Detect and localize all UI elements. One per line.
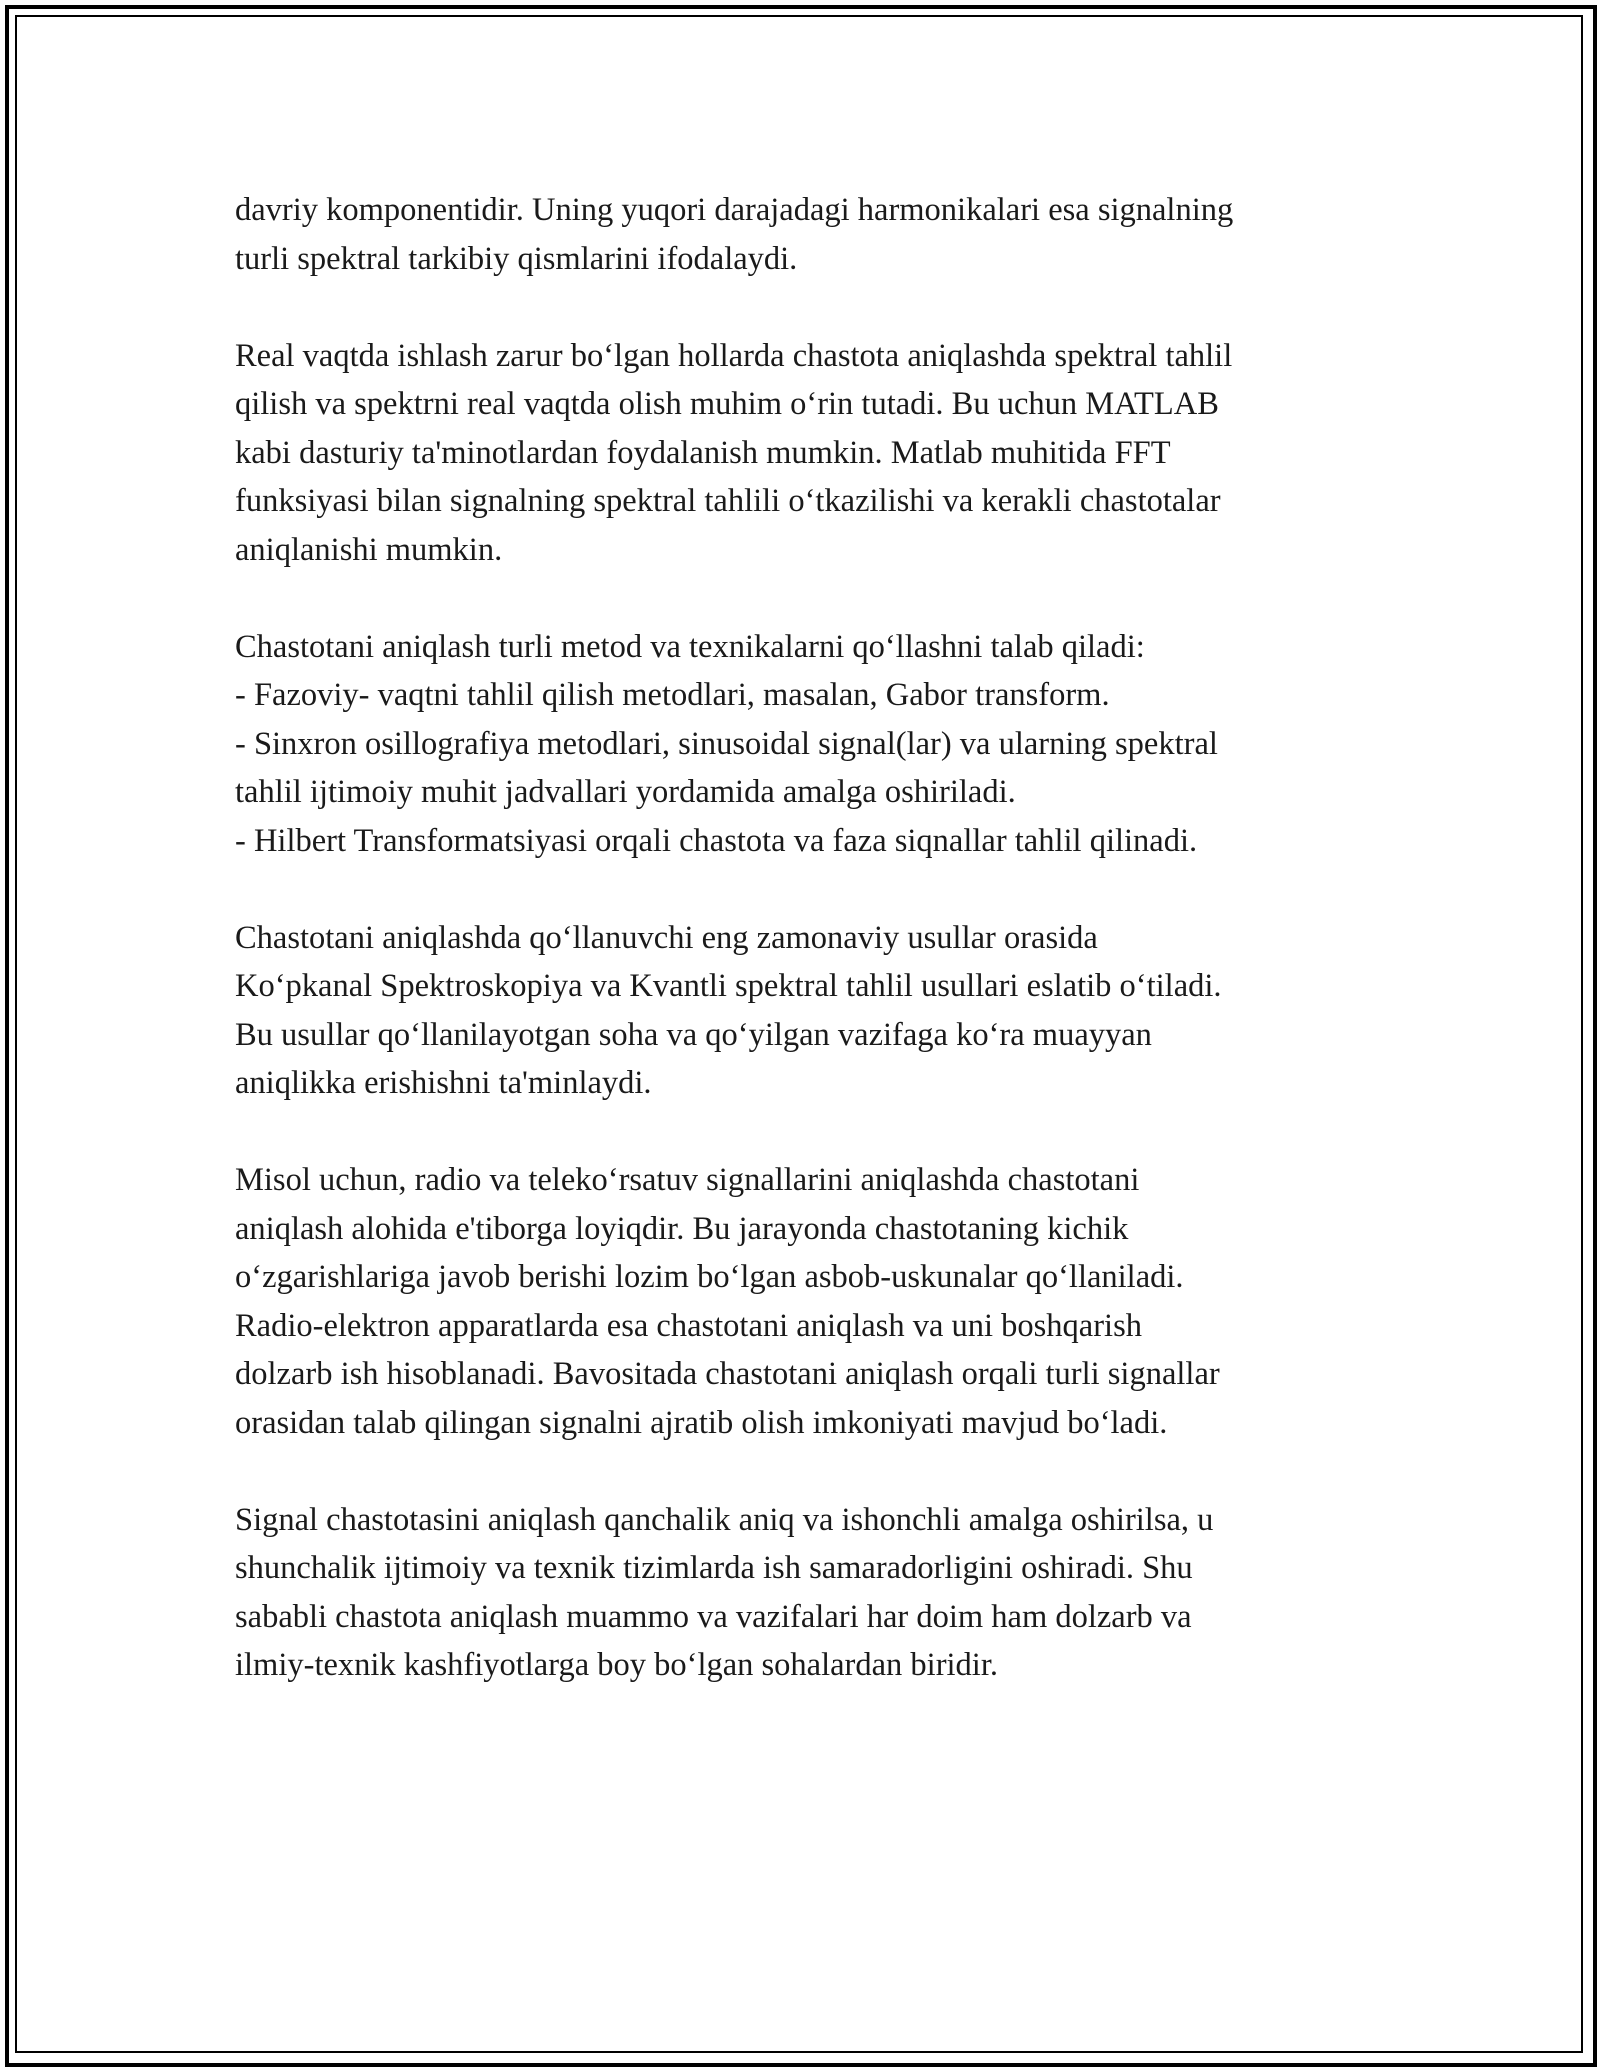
list-item-line: - Sinxron osillografiya metodlari, sinusoidal signal(lar) va ularning spektral	[235, 725, 1218, 762]
text-line: Chastotani aniqlashda qoʻllanuvchi eng zamonaviy usullar orasida	[235, 919, 1098, 956]
paragraph	[235, 1156, 1395, 1447]
paragraph	[235, 623, 1395, 866]
text-line: Real vaqtda ishlash zarur boʻlgan hollarda chastota aniqlashda spektral tahlil	[235, 337, 1233, 374]
paragraph	[235, 186, 1395, 283]
text-line: Bu usullar qoʻllanilayotgan soha va qoʻyilgan vazifaga koʻra muayyan	[235, 1016, 1152, 1053]
document-body	[235, 186, 1395, 1690]
text-line: Radio-elektron apparatlarda esa chastotani aniqlash va uni boshqarish	[235, 1307, 1142, 1344]
text-line: dolzarb ish hisoblanadi. Bavositada chastotani aniqlash orqali turli signallar	[235, 1356, 1220, 1392]
paragraph-spacer	[235, 1447, 1395, 1496]
list-item-line: tahlil ijtimoiy muhit jadvallari yordamida amalga oshiriladi.	[235, 774, 1016, 810]
paragraph-spacer	[235, 574, 1395, 623]
text-line: sababli chastota aniqlash muammo va vazifalari har doim ham dolzarb va	[235, 1598, 1192, 1635]
text-line: qilish va spektrni real vaqtda olish muhim oʻrin tutadi. Bu uchun MATLAB	[235, 386, 1219, 422]
text-line: Signal chastotasini aniqlash qanchalik aniq va ishonchli amalga oshirilsa, u	[235, 1501, 1214, 1538]
text-line: kabi dasturiy ta'minotlardan foydalanish mumkin. Matlab muhitida FFT	[235, 434, 1171, 471]
text-line: Koʻpkanal Spektroskopiya va Kvantli spektral tahlil usullari eslatib oʻtiladi.	[235, 968, 1222, 1004]
paragraph-spacer	[235, 865, 1395, 914]
text-line: oʻzgarishlariga javob berishi lozim boʻlgan asbob-uskunalar qoʻllaniladi.	[235, 1259, 1184, 1295]
text-line: funksiyasi bilan signalning spektral tahlili oʻtkazilishi va kerakli chastotalar	[235, 483, 1221, 519]
text-line: davriy komponentidir. Uning yuqori darajadagi harmonikalari esa signalning	[235, 192, 1234, 228]
text-line: Misol uchun, radio va telekoʻrsatuv signallarini aniqlashda chastotani	[235, 1162, 1140, 1198]
text-line: turli spektral tarkibiy qismlarini ifodalaydi.	[235, 240, 798, 277]
text-line: shunchalik ijtimoiy va texnik tizimlarda ish samaradorligini oshiradi. Shu	[235, 1550, 1193, 1586]
paragraph-spacer	[235, 283, 1395, 332]
list-item-line: - Fazoviy- vaqtni tahlil qilish metodlari, masalan, Gabor transform.	[235, 677, 1110, 713]
paragraph	[235, 914, 1395, 1108]
paragraph-spacer	[235, 1108, 1395, 1157]
text-line: ilmiy-texnik kashfiyotlarga boy boʻlgan sohalardan biridir.	[235, 1647, 998, 1683]
text-line: aniqlanishi mumkin.	[235, 531, 503, 568]
text-line: Chastotani aniqlash turli metod va texnikalarni qoʻllashni talab qiladi:	[235, 628, 1145, 665]
text-line: aniqlikka erishishni ta'minlaydi.	[235, 1065, 652, 1101]
list-item-line: - Hilbert Transformatsiyasi orqali chastota va faza siqnallar tahlil qilinadi.	[235, 822, 1198, 859]
text-line: orasidan talab qilingan signalni ajratib olish imkoniyati mavjud boʻladi.	[235, 1404, 1168, 1441]
paragraph	[235, 332, 1395, 575]
text-line: aniqlash alohida e'tiborga loyiqdir. Bu jarayonda chastotaning kichik	[235, 1210, 1129, 1247]
paragraph	[235, 1496, 1395, 1690]
